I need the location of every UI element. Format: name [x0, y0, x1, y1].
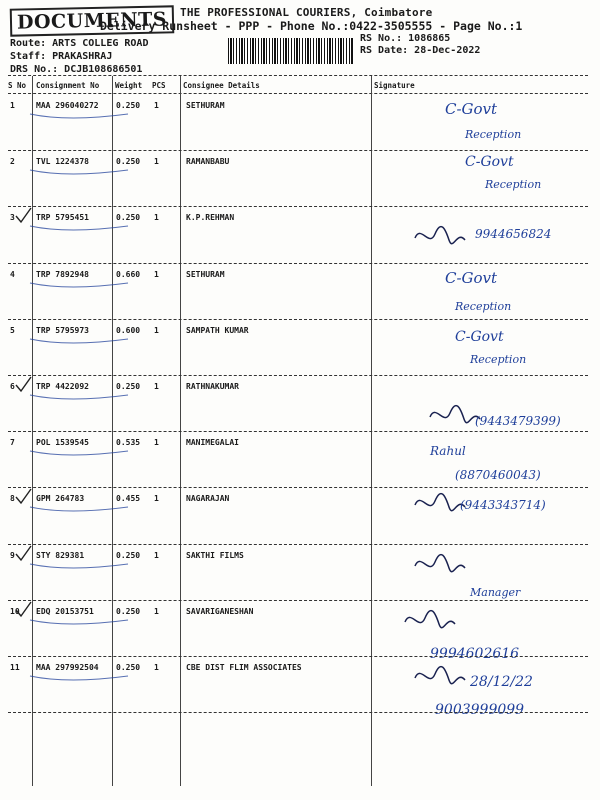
header-signature: Signature [374, 81, 415, 90]
consignee-name: SAVARIGANESHAN [186, 606, 254, 616]
pieces-count: 1 [154, 494, 159, 504]
pen-underline [28, 220, 148, 240]
pen-underline [28, 108, 148, 128]
serial-number: 6 [10, 382, 15, 391]
signature-text: Reception [470, 352, 527, 366]
signature-ink [375, 208, 595, 268]
consignment-number: TRP 5795451 [36, 213, 89, 223]
handwritten-signature [375, 602, 595, 662]
weight-value: 0.455 [116, 494, 141, 504]
serial-number: 1 [10, 101, 15, 110]
serial-number: 8 [10, 494, 15, 504]
pen-underline [28, 445, 148, 465]
header-weight: Weight [115, 81, 143, 90]
signature-text: 28/12/22 [470, 674, 533, 690]
consignment-number: MAA 297992504 [36, 663, 99, 672]
consignee-name: RAMANBABU [186, 157, 230, 167]
signature-text: C-Govt [445, 100, 498, 118]
pieces-count: 1 [154, 606, 159, 616]
handwritten-signature [375, 321, 595, 377]
signature-text: C-Govt [465, 154, 514, 171]
signature-text: 9994602616 [430, 645, 520, 662]
consignee-name: NAGARAJAN [186, 494, 230, 504]
signature-text: (8870460043) [455, 468, 541, 483]
signature-text: 9944656824 [475, 227, 552, 242]
signature-text: Reception [455, 299, 512, 313]
row-divider [8, 487, 588, 488]
consignment-number: TVL 1224378 [36, 157, 89, 167]
pieces-count: 1 [154, 663, 159, 672]
consignment-number: POL 1539545 [36, 438, 89, 448]
consignment-number: EDQ 20153751 [36, 606, 94, 616]
table-row [0, 433, 600, 489]
pen-underline [28, 501, 148, 521]
check-mark-icon [14, 544, 34, 564]
row-divider [8, 319, 588, 320]
serial-number: 5 [10, 325, 15, 335]
serial-number: 9 [10, 550, 15, 560]
serial-number: 10 [10, 606, 20, 616]
pen-underline [28, 164, 148, 184]
weight-value: 0.250 [116, 382, 141, 391]
weight-value: 0.250 [116, 213, 141, 223]
pieces-count: 1 [154, 550, 159, 560]
weight-value: 0.600 [116, 325, 141, 335]
handwritten-signature [375, 96, 595, 152]
table-row [0, 546, 600, 602]
pen-underline [28, 277, 148, 297]
runsheet-title: Delivery Runsheet - PPP - Phone No.:0422-3505555 - Page No.:1 [100, 19, 523, 33]
row-divider [8, 206, 588, 207]
signature-text: Rahul [430, 444, 466, 459]
pen-underline [28, 670, 148, 690]
pieces-count: 1 [154, 438, 159, 448]
consignee-name: SETHURAM [186, 269, 225, 279]
header-consignment: Consignment No [36, 81, 100, 90]
check-mark-icon [14, 206, 34, 226]
table-row [0, 321, 600, 377]
drs-number: DRS No.: DCJB108686501 [10, 64, 143, 75]
signature-text: C-Govt [445, 268, 498, 287]
pen-underline [28, 333, 148, 353]
consignment-number: MAA 296040272 [36, 101, 99, 110]
pieces-count: 1 [154, 325, 159, 335]
signature-ink [375, 658, 595, 718]
pen-underline [28, 558, 148, 578]
signature-ink [375, 321, 595, 381]
route-label: Route: ARTS COLLEG ROAD [10, 38, 149, 49]
signature-ink [375, 602, 595, 662]
signature-ink [375, 96, 595, 156]
row-divider [8, 600, 588, 601]
weight-value: 0.250 [116, 606, 141, 616]
serial-number: 2 [10, 157, 15, 167]
table-row [0, 208, 600, 264]
handwritten-signature [375, 208, 595, 264]
weight-value: 0.250 [116, 663, 141, 672]
row-divider [8, 375, 588, 376]
signature-text: 9003999099 [435, 702, 525, 718]
row-divider [8, 431, 588, 432]
rs-date: RS Date: 28-Dec-2022 [360, 45, 481, 56]
weight-value: 0.250 [116, 157, 141, 167]
weight-value: 0.660 [116, 269, 141, 279]
consignee-name: MANIMEGALAI [186, 438, 239, 448]
weight-value: 0.250 [116, 101, 141, 110]
signature-text: Manager [470, 585, 521, 599]
signature-text: Reception [465, 128, 522, 141]
serial-number: 11 [10, 663, 20, 672]
rs-number: RS No.: 1086865 [360, 33, 451, 44]
handwritten-signature [375, 489, 595, 545]
signature-text: Reception [485, 178, 542, 192]
pieces-count: 1 [154, 213, 159, 223]
documents-stamp: DOCUMENTS [10, 5, 175, 36]
check-mark-icon [14, 487, 34, 507]
weight-value: 0.535 [116, 438, 141, 448]
consignee-name: K.P.REHMAN [186, 213, 235, 223]
table-row [0, 152, 600, 208]
table-row [0, 658, 600, 718]
signature-ink [375, 489, 595, 549]
signature-ink [375, 152, 595, 212]
table-row [0, 489, 600, 545]
consignee-name: CBE DIST FLIM ASSOCIATES [186, 663, 302, 672]
consignee-name: SAKTHI FILMS [186, 550, 244, 560]
signature-ink [375, 377, 595, 437]
pieces-count: 1 [154, 101, 159, 110]
handwritten-signature [375, 433, 595, 489]
handwritten-signature [375, 152, 595, 208]
consignee-name: RATHNAKUMAR [186, 382, 239, 391]
table-row [0, 96, 600, 152]
table-row [0, 602, 600, 662]
barcode [228, 38, 354, 64]
company-title: THE PROFESSIONAL COURIERS, Coimbatore [180, 6, 433, 19]
row-divider [8, 656, 588, 657]
header-rule-bottom [8, 93, 588, 94]
table-row [0, 265, 600, 321]
row-divider [8, 263, 588, 264]
pieces-count: 1 [154, 269, 159, 279]
consignee-name: SETHURAM [186, 101, 225, 110]
handwritten-signature [375, 546, 595, 602]
pieces-count: 1 [154, 157, 159, 167]
handwritten-signature [375, 658, 595, 718]
table-row [0, 377, 600, 433]
signature-text: C-Govt [455, 328, 504, 345]
header-pcs: PCS [152, 81, 166, 90]
header-rule-top [8, 75, 588, 76]
check-mark-icon [14, 375, 34, 395]
serial-number: 7 [10, 438, 15, 448]
consignment-number: STY 829381 [36, 550, 85, 560]
header-consignee: Consignee Details [183, 81, 260, 90]
signature-ink [375, 433, 595, 493]
staff-label: Staff: PRAKASHRAJ [10, 51, 113, 62]
row-divider [8, 712, 588, 713]
signature-ink [375, 546, 595, 606]
serial-number: 4 [10, 269, 15, 279]
signature-ink [375, 265, 595, 325]
signature-text: (9443343714) [460, 498, 546, 513]
check-mark-icon [14, 600, 34, 620]
row-divider [8, 544, 588, 545]
pieces-count: 1 [154, 382, 159, 391]
header-sno: S No [8, 81, 27, 90]
consignment-number: TRP 5795973 [36, 325, 89, 335]
pen-underline [28, 389, 148, 409]
weight-value: 0.250 [116, 550, 141, 560]
consignment-number: TRP 7892948 [36, 269, 89, 279]
handwritten-signature [375, 265, 595, 321]
row-divider [8, 150, 588, 151]
pen-underline [28, 614, 148, 634]
consignee-name: SAMPATH KUMAR [186, 325, 249, 335]
consignment-number: TRP 4422092 [36, 382, 89, 391]
handwritten-signature [375, 377, 595, 433]
consignment-number: GPM 264783 [36, 494, 85, 504]
serial-number: 3 [10, 213, 15, 223]
signature-text: (9443479399) [475, 414, 561, 428]
